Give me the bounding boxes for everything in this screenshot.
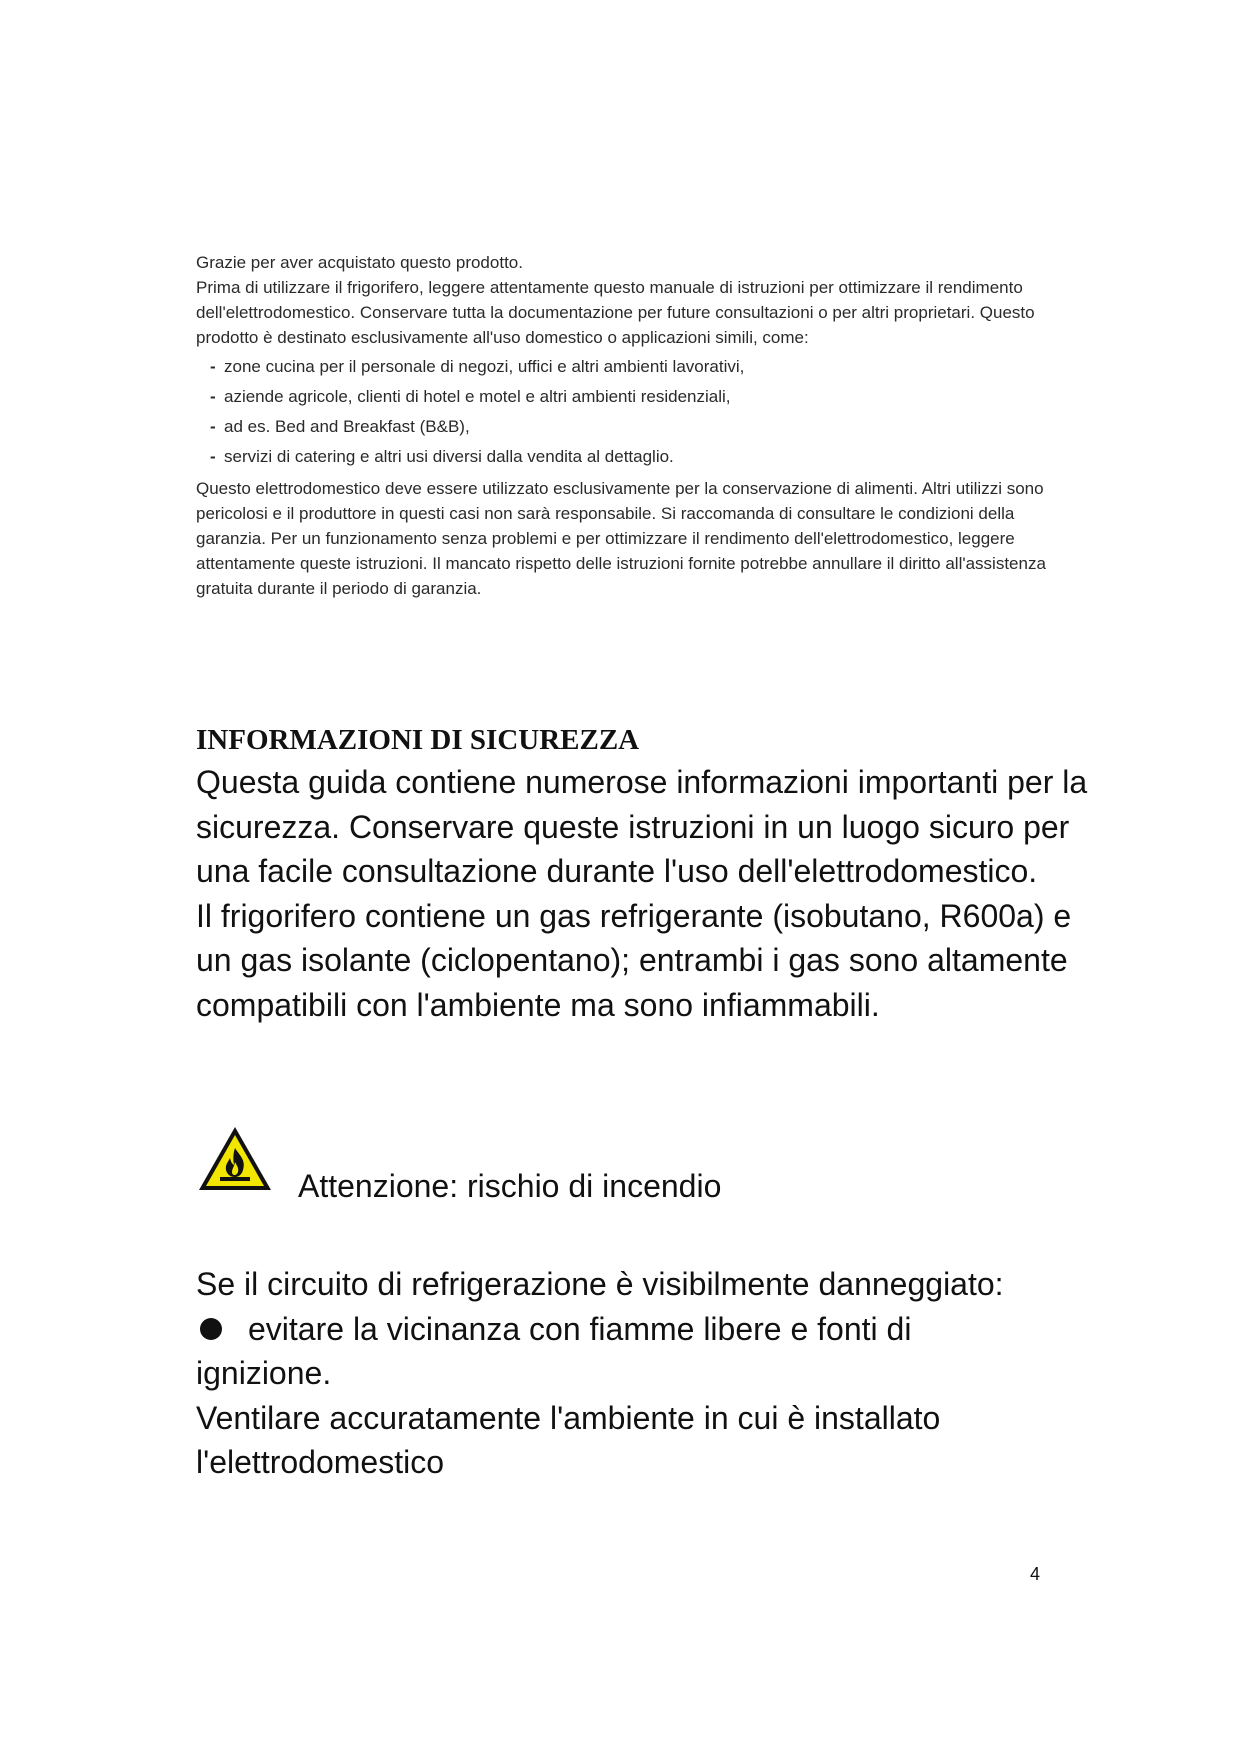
list-item-text: aziende agricole, clienti di hotel e motel e altri ambienti residenziali,: [224, 387, 731, 406]
dash-bullet: -: [210, 387, 216, 406]
bullet-item: [196, 1307, 1096, 1352]
dash-bullet: -: [210, 357, 216, 376]
list-item: [210, 382, 1076, 412]
safety-heading: INFORMAZIONI DI SICUREZZA: [196, 724, 640, 756]
gas-paragraph: Il frigorifero contiene un gas refrigerante (isobutano, R600a) e un gas isolante (ciclopentano); entrambi i gas sono altamente compatibili con l'ambiente ma sono infiammabili.: [196, 897, 1072, 1023]
page-number: 4: [1030, 1564, 1041, 1584]
fire-warning: [196, 1124, 896, 1204]
list-item-text: servizi di catering e altri usi diversi dalla vendita al dettaglio.: [224, 447, 674, 466]
circuit-intro: Se il circuito di refrigerazione è visibilmente danneggiato:: [196, 1266, 1004, 1302]
dash-bullet: -: [210, 447, 216, 466]
list-item-text: ad es. Bed and Breakfast (B&B),: [224, 417, 470, 436]
thanks-line: Grazie per aver acquistato questo prodotto.: [196, 253, 523, 272]
fire-hazard-icon: [196, 1124, 274, 1194]
bullet-item-text: evitare la vicinanza con fiamme libere e fonti di: [248, 1310, 912, 1347]
list-item-text: zone cucina per il personale di negozi, uffici e altri ambienti lavorativi,: [224, 357, 745, 376]
bullet-dot-icon: [200, 1318, 222, 1340]
circuit-section: [196, 1262, 1096, 1485]
intro-paragraph: Prima di utilizzare il frigorifero, leggere attentamente questo manuale di istruzioni per ottimizzare il rendimento dell'elettrodomestico. Conservare tutta la documentazione per future consultazioni o per altri proprietari. Questo prodotto è destinato esclusivamente all'uso domestico o applicazioni simili, come:: [196, 278, 1035, 347]
list-item: [210, 412, 1076, 442]
list-item: [210, 352, 1076, 382]
closing-paragraph: Questo elettrodomestico deve essere utilizzato esclusivamente per la conservazione di alimenti. Altri utilizzi sono pericolosi e il produttore in questi casi non sarà responsabile. Si raccomanda di consultare le condizioni della garanzia. Per un funzionamento senza problemi e per ottimizzare il rendimento dell'elettrodomestico, leggere attentamente queste istruzioni. Il mancato rispetto delle istruzioni fornite potrebbe annullare il diritto all'assistenza gratuita durante il periodo di garanzia.: [196, 479, 1046, 598]
safety-section: [196, 720, 1096, 1027]
usage-list: [196, 352, 1076, 472]
safety-guide-paragraph: Questa guida contiene numerose informazioni importanti per la sicurezza. Conservare queste istruzioni in un luogo sicuro per una facile consultazione durante l'uso dell'elettrodomestico.: [196, 764, 1088, 889]
bullet-continuation: ignizione.: [196, 1355, 332, 1391]
dash-bullet: -: [210, 417, 216, 436]
ventilate-paragraph: Ventilare accuratamente l'ambiente in cui è installato l'elettrodomestico: [196, 1399, 941, 1480]
warning-text: Attenzione: rischio di incendio: [298, 1168, 722, 1204]
list-item: [210, 442, 1076, 472]
intro-section: [196, 250, 1076, 601]
